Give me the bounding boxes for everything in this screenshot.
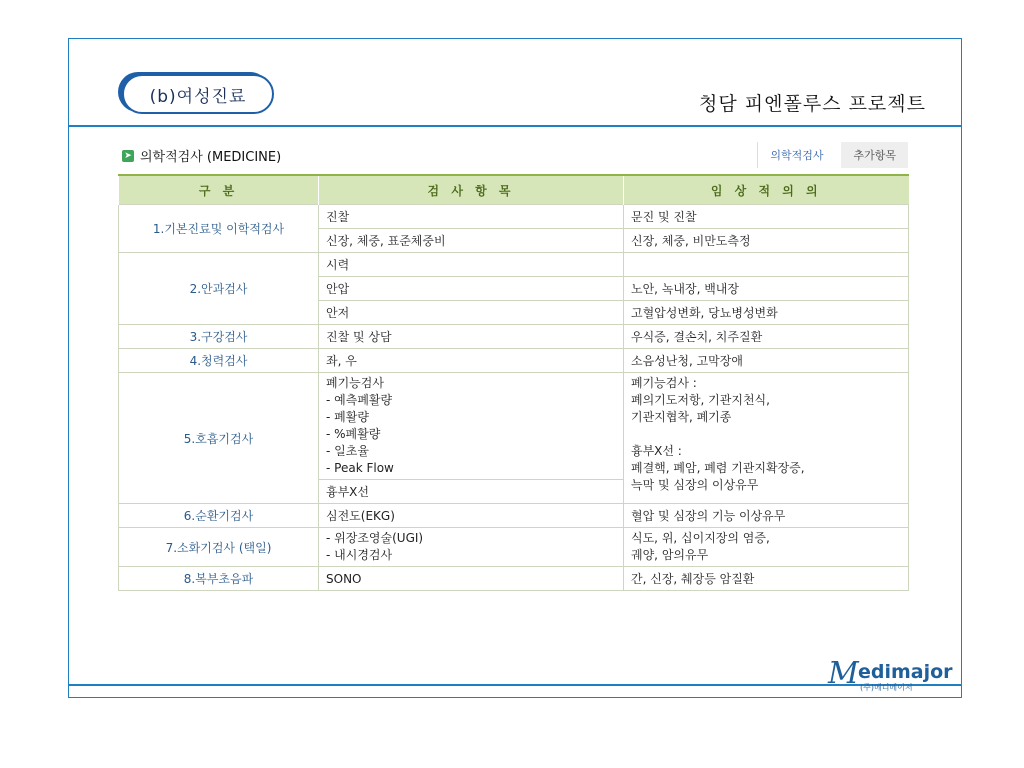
- item-cell: 좌, 우: [319, 349, 624, 373]
- company-logo-subtitle: (주)메디메이저: [860, 683, 913, 692]
- category-cell: 3.구강검사: [119, 325, 319, 349]
- meaning-cell: 간, 신장, 췌장등 암질환: [624, 567, 909, 591]
- meaning-line: [631, 426, 901, 443]
- meaning-cell: [624, 253, 909, 277]
- meaning-cell: [624, 373, 909, 504]
- item-cell: 시력: [319, 253, 624, 277]
- category-cell: 5.호흡기검사: [119, 373, 319, 504]
- item-line: - 내시경검사: [326, 548, 393, 562]
- item-cell: [319, 373, 624, 480]
- meaning-cell: 고혈압성변화, 당뇨병성변화: [624, 301, 909, 325]
- item-cell: 진찰 및 상담: [319, 325, 624, 349]
- meaning-cell: 문진 및 진찰: [624, 205, 909, 229]
- meaning-line: 늑막 및 심장의 이상유무: [631, 478, 759, 492]
- category-cell: 4.청력검사: [119, 349, 319, 373]
- meaning-cell: 소음성난청, 고막장애: [624, 349, 909, 373]
- arrow-right-icon: ➤: [122, 150, 134, 162]
- tab-additional-items[interactable]: 추가항목: [841, 142, 908, 168]
- meaning-line: 식도, 위, 십이지장의 염증,: [631, 531, 770, 545]
- meaning-cell: 노안, 녹내장, 백내장: [624, 277, 909, 301]
- item-line: - 폐활량: [326, 410, 369, 424]
- meaning-line: 폐의기도저항, 기관지천식,: [631, 393, 770, 407]
- company-logo-text: edimajor: [858, 661, 953, 683]
- item-cell: 흉부X선: [319, 480, 624, 504]
- category-cell: 7.소화기검사 (택일): [119, 528, 319, 567]
- table-row: [119, 325, 909, 349]
- item-cell: 안압: [319, 277, 624, 301]
- item-line: - 예측폐활량: [326, 393, 393, 407]
- header-category: 구 분: [119, 175, 319, 205]
- item-line: - Peak Flow: [326, 461, 394, 475]
- company-logo-initial: M: [828, 656, 859, 691]
- exam-table: [118, 174, 909, 591]
- item-line: - %폐활량: [326, 427, 381, 441]
- section-heading: [122, 146, 281, 165]
- section-title: 의학적검사 (MEDICINE): [140, 150, 282, 165]
- table-header-row: [119, 175, 909, 205]
- meaning-line: 기관지협착, 폐기종: [631, 410, 732, 424]
- section-badge: (b)여성진료: [122, 74, 274, 114]
- category-cell: 2.안과검사: [119, 253, 319, 325]
- header-exam-item: 검 사 항 목: [319, 175, 624, 205]
- table-row: [119, 567, 909, 591]
- project-title: 청담 피엔폴루스 프로젝트: [699, 93, 926, 115]
- table-row: [119, 373, 909, 480]
- table-row: [119, 253, 909, 277]
- item-cell: SONO: [319, 567, 624, 591]
- tab-bar: [757, 142, 908, 168]
- meaning-cell: [624, 528, 909, 567]
- table-row: [119, 349, 909, 373]
- item-line: - 위장조영술(UGI): [326, 531, 424, 545]
- meaning-cell: 신장, 체중, 비만도측정: [624, 229, 909, 253]
- item-line: 폐기능검사: [326, 376, 384, 390]
- table-row: [119, 504, 909, 528]
- item-cell: 심전도(EKG): [319, 504, 624, 528]
- item-cell: 진찰: [319, 205, 624, 229]
- meaning-line: 폐기능검사 :: [631, 376, 697, 390]
- category-cell: 8.복부초음파: [119, 567, 319, 591]
- meaning-cell: 혈압 및 심장의 기능 이상유무: [624, 504, 909, 528]
- tab-medical-exam[interactable]: 의학적검사: [757, 142, 835, 168]
- item-cell: [319, 528, 624, 567]
- item-cell: 안저: [319, 301, 624, 325]
- meaning-line: 흉부X선 :: [631, 444, 682, 458]
- item-cell: 신장, 체중, 표준체중비: [319, 229, 624, 253]
- item-line: - 일초율: [326, 444, 369, 458]
- table-row: [119, 528, 909, 567]
- category-cell: 1.기본진료및 이학적검사: [119, 205, 319, 253]
- table-row: [119, 205, 909, 229]
- meaning-line: 폐결핵, 폐암, 폐렴 기관지확장증,: [631, 461, 805, 475]
- category-cell: 6.순환기검사: [119, 504, 319, 528]
- header-divider: [68, 125, 962, 127]
- meaning-cell: 우식증, 결손치, 치주질환: [624, 325, 909, 349]
- header-clinical-meaning: 임 상 적 의 의: [624, 175, 909, 205]
- meaning-line: 궤양, 암의유무: [631, 548, 709, 562]
